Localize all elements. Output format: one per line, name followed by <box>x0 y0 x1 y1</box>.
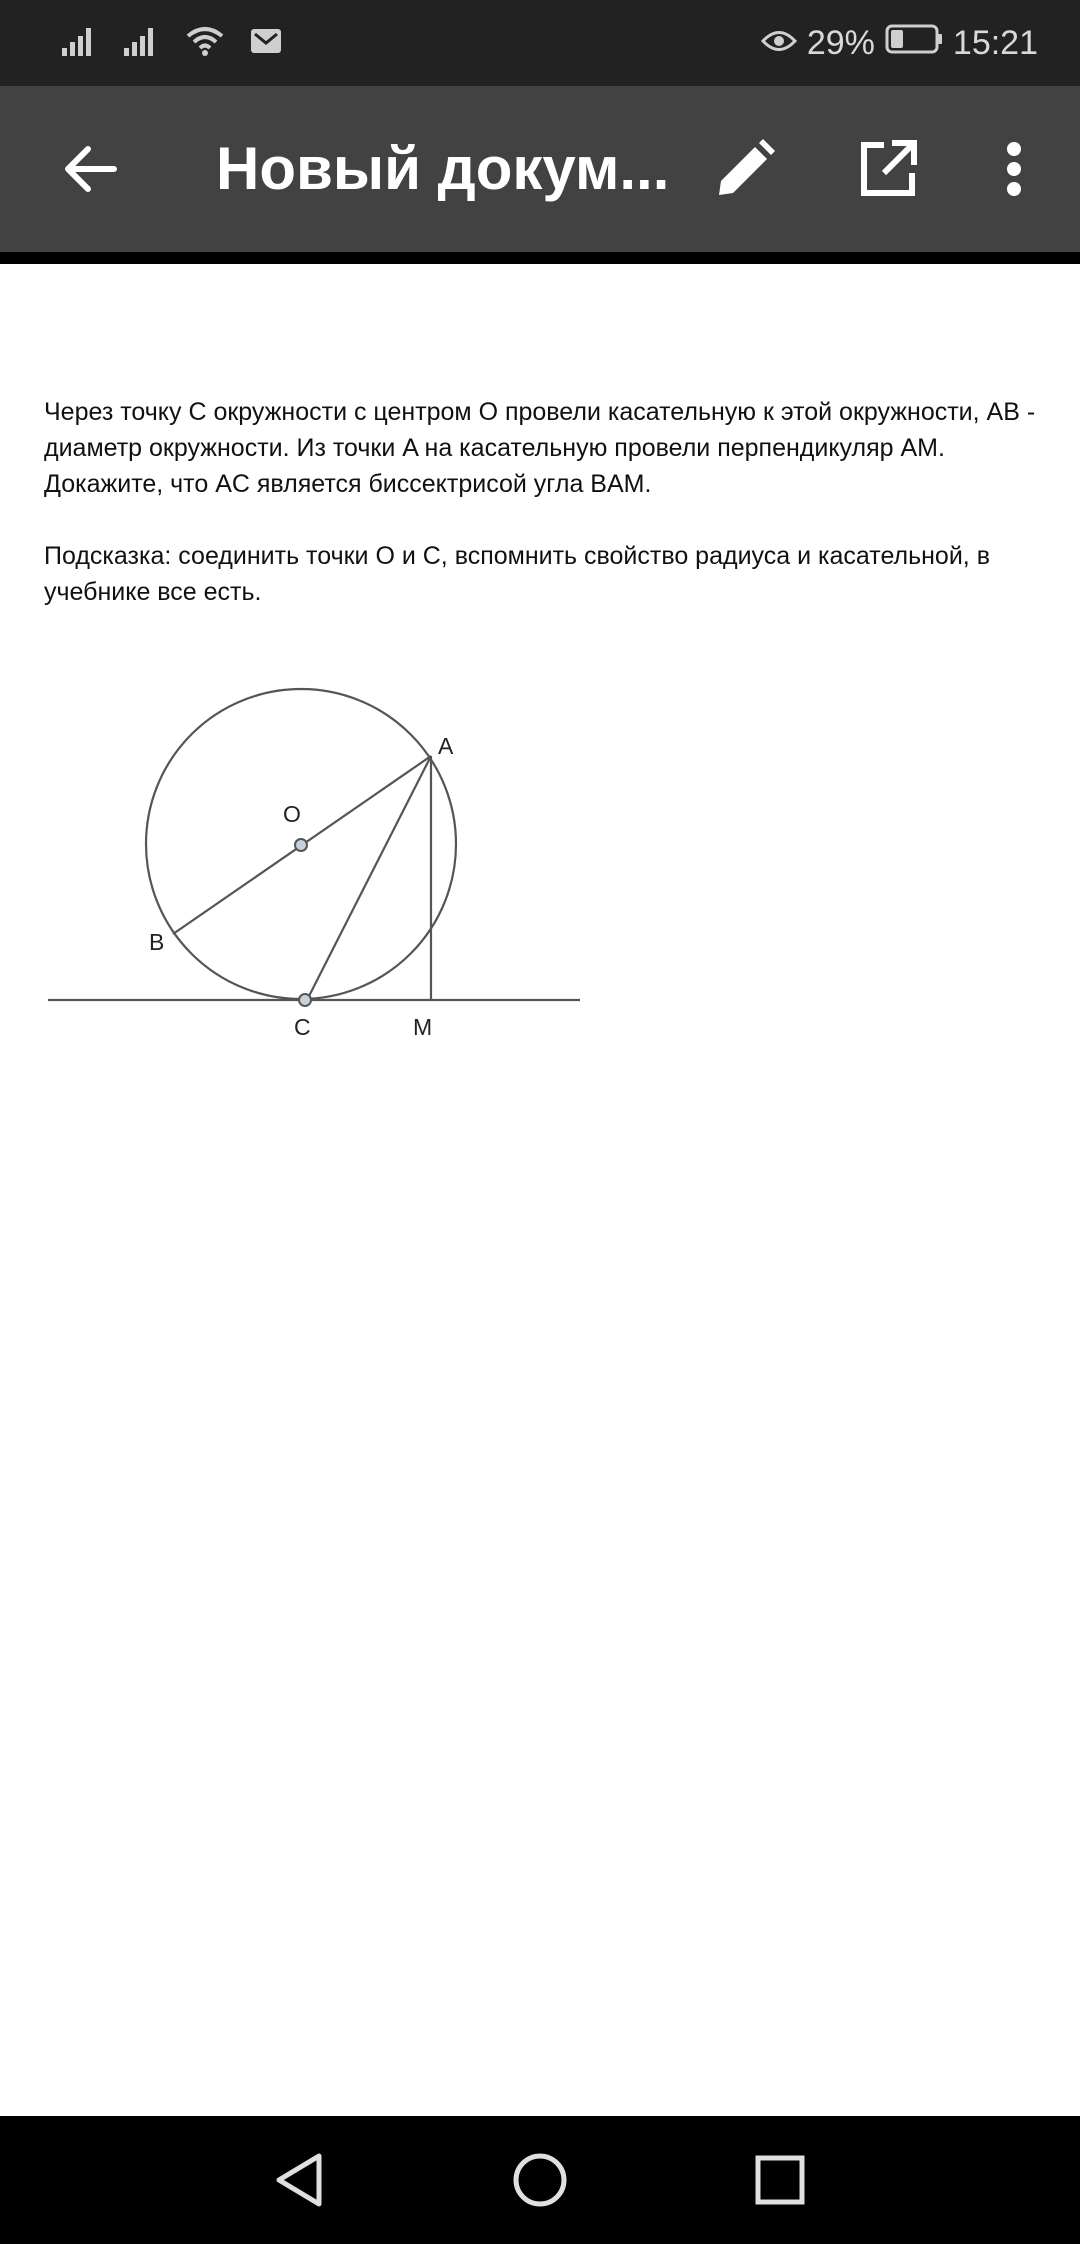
clock: 15:21 <box>952 23 1038 62</box>
battery-percent: 29% <box>806 23 875 62</box>
open-external-button[interactable] <box>838 119 938 219</box>
back-arrow-icon <box>62 144 118 194</box>
label-b: B <box>149 929 165 955</box>
mail-icon <box>250 28 282 59</box>
geometry-figure <box>0 264 1080 2116</box>
signal-icon <box>62 26 98 61</box>
back-triangle-icon <box>273 2152 325 2208</box>
eye-icon <box>761 24 797 63</box>
status-left <box>62 0 282 86</box>
app-bar <box>0 86 1080 252</box>
navigation-bar <box>0 2116 1080 2244</box>
more-vert-icon <box>1006 141 1022 197</box>
back-button[interactable] <box>40 119 140 219</box>
signal-icon <box>124 26 160 61</box>
wifi-icon <box>186 26 224 61</box>
nav-back-button[interactable] <box>259 2140 339 2220</box>
nav-home-button[interactable] <box>500 2140 580 2220</box>
hint-line: Подсказка: соединить точки O и C, вспомнить свойство радиуса и касательной, в <box>44 542 990 570</box>
hint-line: учебнике все есть. <box>44 578 262 606</box>
nav-recents-button[interactable] <box>740 2140 820 2220</box>
label-c: C <box>294 1014 311 1040</box>
status-bar <box>0 0 1080 86</box>
point-o <box>295 839 307 851</box>
home-circle-icon <box>512 2152 568 2208</box>
more-options-button[interactable] <box>964 119 1064 219</box>
text-line: Через точку C окружности с центром O провели касательную к этой окружности, AB - <box>44 398 1036 426</box>
label-m: M <box>413 1014 433 1040</box>
edit-pencil-icon <box>715 139 775 199</box>
edit-button[interactable] <box>695 119 795 219</box>
recents-square-icon <box>754 2154 806 2206</box>
point-c <box>299 994 311 1006</box>
status-right <box>761 0 1038 86</box>
text-line: Докажите, что AC является биссектрисой угла BAM. <box>44 470 652 498</box>
chord-ac <box>307 756 431 1000</box>
document-title: Новый докум... <box>216 135 670 202</box>
battery-icon <box>885 24 943 63</box>
document-view[interactable] <box>0 264 1080 2116</box>
open-external-icon <box>858 139 918 199</box>
label-o: O <box>283 801 301 827</box>
text-line: диаметр окружности. Из точки A на касательную провели перпендикуляр AM. <box>44 434 945 462</box>
label-a: A <box>438 733 454 759</box>
app-bar-divider <box>0 252 1080 264</box>
